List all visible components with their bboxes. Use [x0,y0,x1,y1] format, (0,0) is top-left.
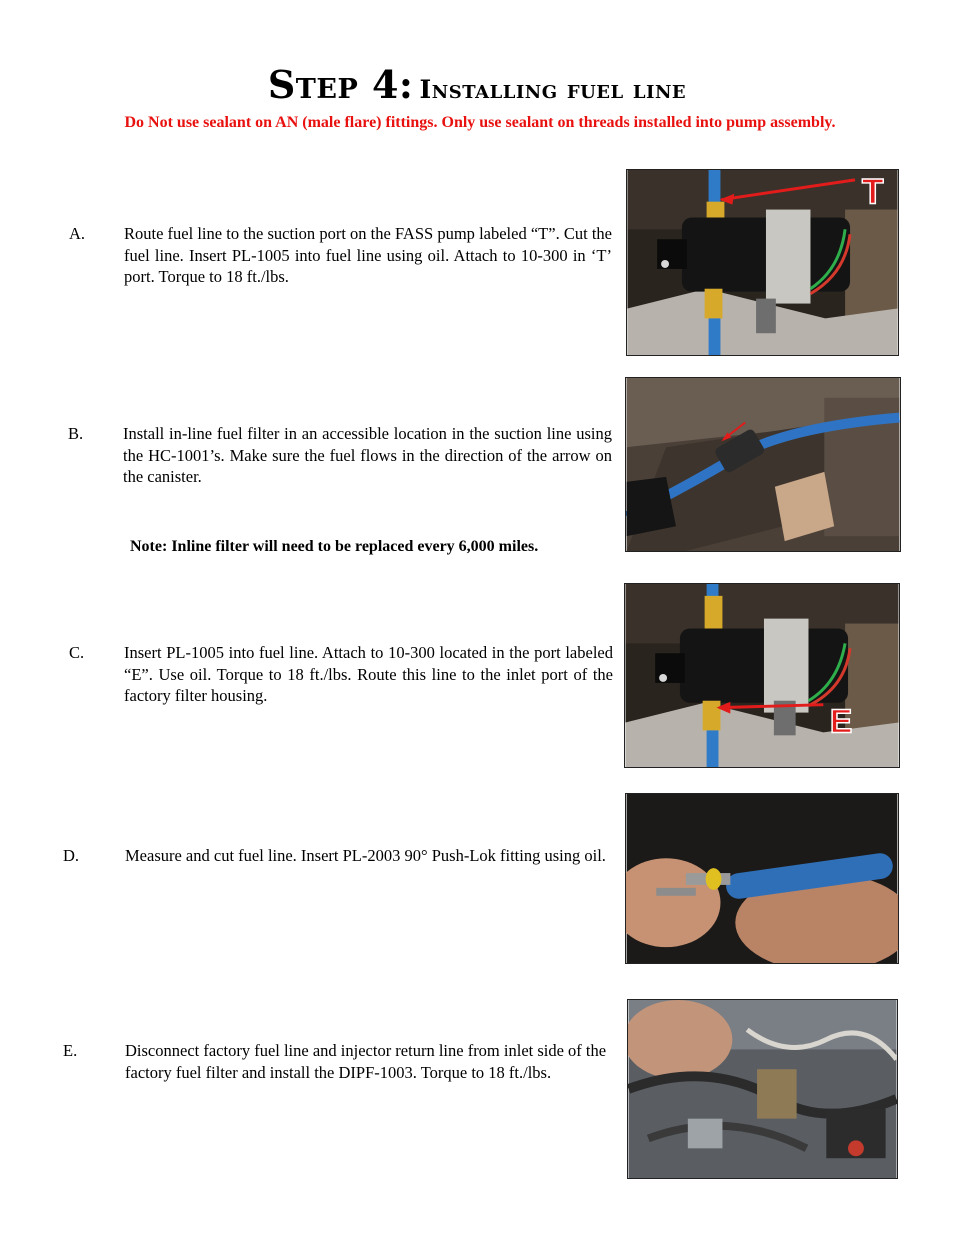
step-text: Install in-line fuel filter in an accessible location in the suction line using the HC-1001’s. Make sure the fuel flows in the direction of the arrow on the canister. [123,424,612,486]
filter-note: Note: Inline filter will need to be replaced every 6,000 miles. [130,538,539,555]
photo-inline-filter [625,377,901,552]
port-label-t: T [861,171,884,212]
photo-pump-e-port [624,583,900,768]
title-step: Step 4: [267,62,414,107]
sealant-warning: Do Not use sealant on AN (male flare) fittings. Only use sealant on threads installed into pump assembly. [124,114,836,131]
port-label-e: E [829,703,853,741]
step-text: Disconnect factory fuel line and injector return line from inlet side of the factory fuel filter and install the DIPF-1003. Torque to 18 ft./lbs. [125,1041,607,1082]
step-letter: B. [68,424,84,443]
step-letter: C. [69,643,85,662]
push-lok-fitting-image [626,794,898,963]
page-title [0,62,954,107]
step-text: Insert PL-1005 into fuel line. Attach to 10-300 located in the port labeled “E”. Use oil. Torque to 18 ft./lbs. Route this line to the inlet port of the factory filter housing. [124,643,613,705]
inline-filter-image [626,378,900,551]
pump-t-port-image [627,170,898,355]
factory-filter-image [628,1000,897,1178]
title-subject: Installing fuel line [419,75,687,104]
step-text: Measure and cut fuel line. Insert PL-2003 90° Push-Lok fitting using oil. [125,846,606,865]
photo-push-lok-fitting [625,793,899,964]
step-letter: E. [63,1041,78,1060]
pump-e-port-image [625,584,899,767]
step-text: Route fuel line to the suction port on the FASS pump labeled “T”. Cut the fuel line. Insert PL-1005 into fuel line using oil. Attach to 10-300 in ‘T’ port. Torque to 18 ft./lbs. [124,224,612,286]
photo-factory-filter [627,999,898,1179]
photo-pump-t-port [626,169,899,356]
step-letter: D. [63,846,80,865]
step-letter: A. [69,224,86,243]
